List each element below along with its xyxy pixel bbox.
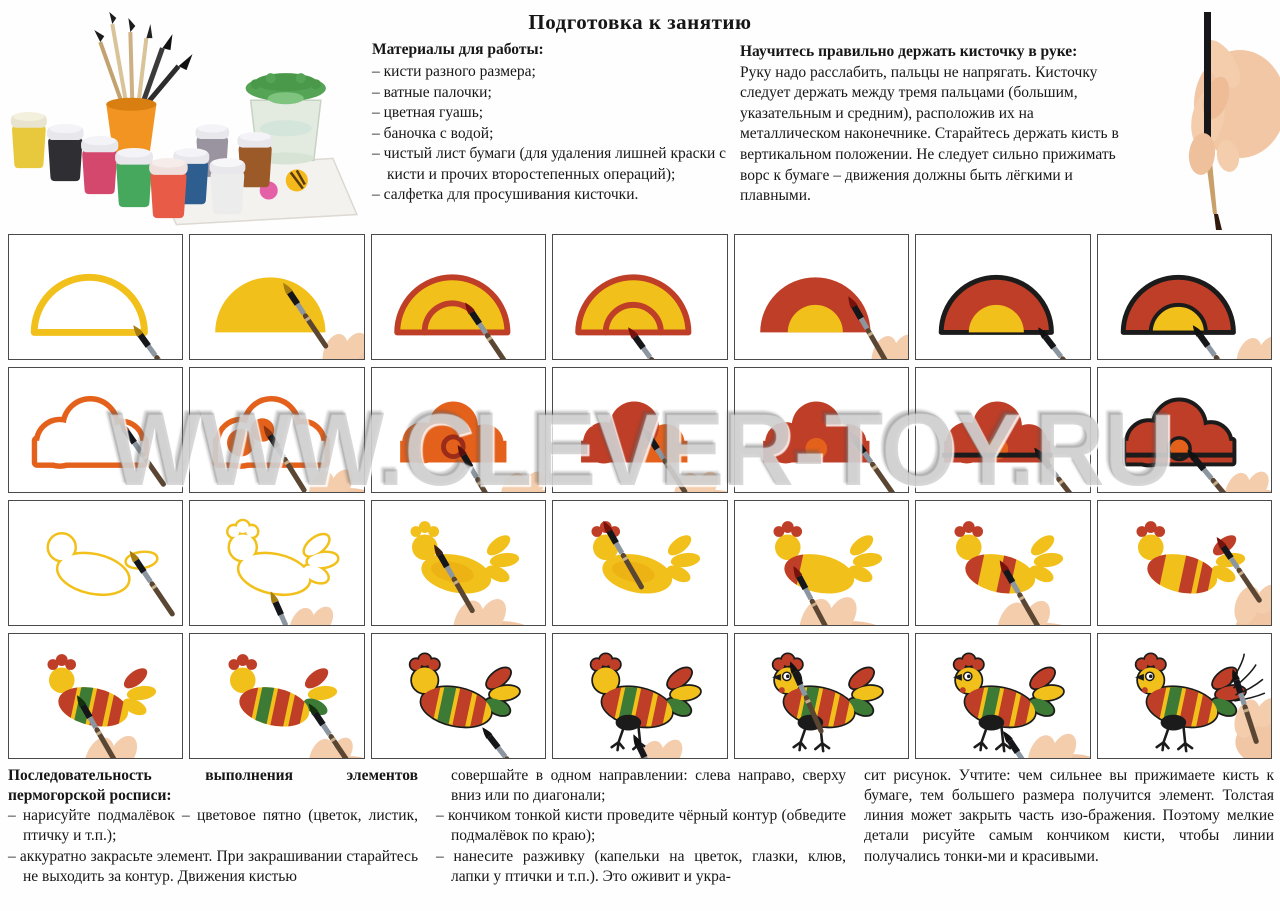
step-photo-cloud-flower-underpaint-to-contour-step4 bbox=[552, 367, 727, 493]
step-photo-bird-green-strokes-contour-details-step3 bbox=[371, 633, 546, 759]
step-photo-bird-underpaint-and-red-strokes-step2 bbox=[189, 500, 364, 626]
step-photo-bird-underpaint-and-red-strokes-step3 bbox=[371, 500, 546, 626]
sequence-section bbox=[8, 766, 1274, 887]
list-item: – нарисуйте подмалёвок – цветовое пятно (цветок, листик, птичку и т.п.); bbox=[8, 806, 418, 846]
list-item: – нанесите разживку (капельки на цветок, глазки, клюв, лапки у птички и т.п.). Это оживит и укра- bbox=[436, 847, 846, 887]
step-photo-bird-underpaint-and-red-strokes-step7 bbox=[1097, 500, 1272, 626]
sequence-col1-items bbox=[8, 806, 418, 887]
brush-hold-section bbox=[740, 42, 1138, 207]
step-photo-cloud-flower-underpaint-to-contour-step1 bbox=[8, 367, 183, 493]
step-photo-bird-green-strokes-contour-details-step6 bbox=[915, 633, 1090, 759]
list-item: – кончиком тонкой кисти проведите чёрный контур (обведите подмалёвок по краю); bbox=[436, 806, 846, 846]
watermark: WWW.CLEVER-TOY.RU bbox=[107, 389, 1173, 508]
list-item: – цветная гуашь; bbox=[372, 103, 728, 123]
sequence-heading: Последовательность выполнения элементов пермогорской росписи: bbox=[8, 767, 418, 805]
sequence-col2 bbox=[436, 766, 846, 887]
step-photo-cloud-flower-underpaint-to-contour-step5 bbox=[734, 367, 909, 493]
list-item: – салфетка для просушивания кисточки. bbox=[372, 185, 728, 205]
step-photo-arc-underpaint-to-contour-step1 bbox=[8, 234, 183, 360]
list-item: – ватные палочки; bbox=[372, 83, 728, 103]
step-photo-arc-underpaint-to-contour-step7 bbox=[1097, 234, 1272, 360]
step-photo-bird-green-strokes-contour-details-step4 bbox=[552, 633, 727, 759]
step-photo-bird-green-strokes-contour-details-step5 bbox=[734, 633, 909, 759]
materials-list bbox=[372, 62, 728, 205]
step-photo-bird-underpaint-and-red-strokes-step1 bbox=[8, 500, 183, 626]
step-photo-cloud-flower-underpaint-to-contour-step2 bbox=[189, 367, 364, 493]
sequence-col2-lead: совершайте в одном направлении: слева направо, сверху вниз или по диагонали; bbox=[451, 767, 846, 805]
hand-holding-brush-photo bbox=[1138, 6, 1280, 232]
list-item: – баночка с водой; bbox=[372, 124, 728, 144]
hand-brush-illustration bbox=[1138, 6, 1280, 231]
step-photo-bird-underpaint-and-red-strokes-step4 bbox=[552, 500, 727, 626]
step-photo-arc-underpaint-to-contour-step3 bbox=[371, 234, 546, 360]
step-photos-grid bbox=[8, 234, 1272, 759]
list-item: – аккуратно закрасьте элемент. При закрашивании старайтесь не выходить за контур. Движения кистью bbox=[8, 847, 418, 887]
step-photo-bird-green-strokes-contour-details-step1 bbox=[8, 633, 183, 759]
step-photo-bird-underpaint-and-red-strokes-step5 bbox=[734, 500, 909, 626]
step-photo-cloud-flower-underpaint-to-contour-step6 bbox=[915, 367, 1090, 493]
sequence-col3 bbox=[864, 766, 1274, 887]
step-photo-arc-underpaint-to-contour-step5 bbox=[734, 234, 909, 360]
page-title: Подготовка к занятию bbox=[528, 10, 752, 34]
step-photo-arc-underpaint-to-contour-step4 bbox=[552, 234, 727, 360]
sequence-col3-text: сит рисунок. Учтите: чем сильнее вы прижимаете кисть к бумаге, тем большего размера получится элемент. Толстая линия может закрыть часть изо-бражения. Поэтому мелкие детали рисуйте самым кончиком кисти, чтобы линии получались тонки-ми и красивыми. bbox=[864, 767, 1274, 865]
materials-section bbox=[372, 40, 728, 206]
supplies-photo bbox=[0, 8, 366, 232]
list-item: – чистый лист бумаги (для удаления лишней краски с кисти и прочих второстепенных операций); bbox=[372, 144, 728, 185]
step-photo-bird-green-strokes-contour-details-step2 bbox=[189, 633, 364, 759]
step-photo-cloud-flower-underpaint-to-contour-step7 bbox=[1097, 367, 1272, 493]
brush-hold-text: Руку надо расслабить, пальцы не напрягать. Кисточку следует держать между тремя пальцами (большим, указательным и средним), расположив их на металлическом наконечнике. Старайтесь держать кисть в вертикальном положении. Не следует сильно прижимать ворс к бумаге – движения должны быть лёгкими и плавными. bbox=[740, 63, 1119, 205]
sequence-col2-items bbox=[436, 806, 846, 887]
sequence-col1 bbox=[8, 766, 418, 887]
step-photo-arc-underpaint-to-contour-step2 bbox=[189, 234, 364, 360]
supplies-illustration bbox=[0, 8, 366, 231]
step-photo-bird-underpaint-and-red-strokes-step6 bbox=[915, 500, 1090, 626]
step-photo-arc-underpaint-to-contour-step6 bbox=[915, 234, 1090, 360]
brush-hold-heading: Научитесь правильно держать кисточку в руке: bbox=[740, 43, 1078, 60]
list-item: – кисти разного размера; bbox=[372, 62, 728, 82]
step-photo-bird-green-strokes-contour-details-step7 bbox=[1097, 633, 1272, 759]
materials-heading: Материалы для работы: bbox=[372, 41, 544, 58]
step-photo-cloud-flower-underpaint-to-contour-step3 bbox=[371, 367, 546, 493]
